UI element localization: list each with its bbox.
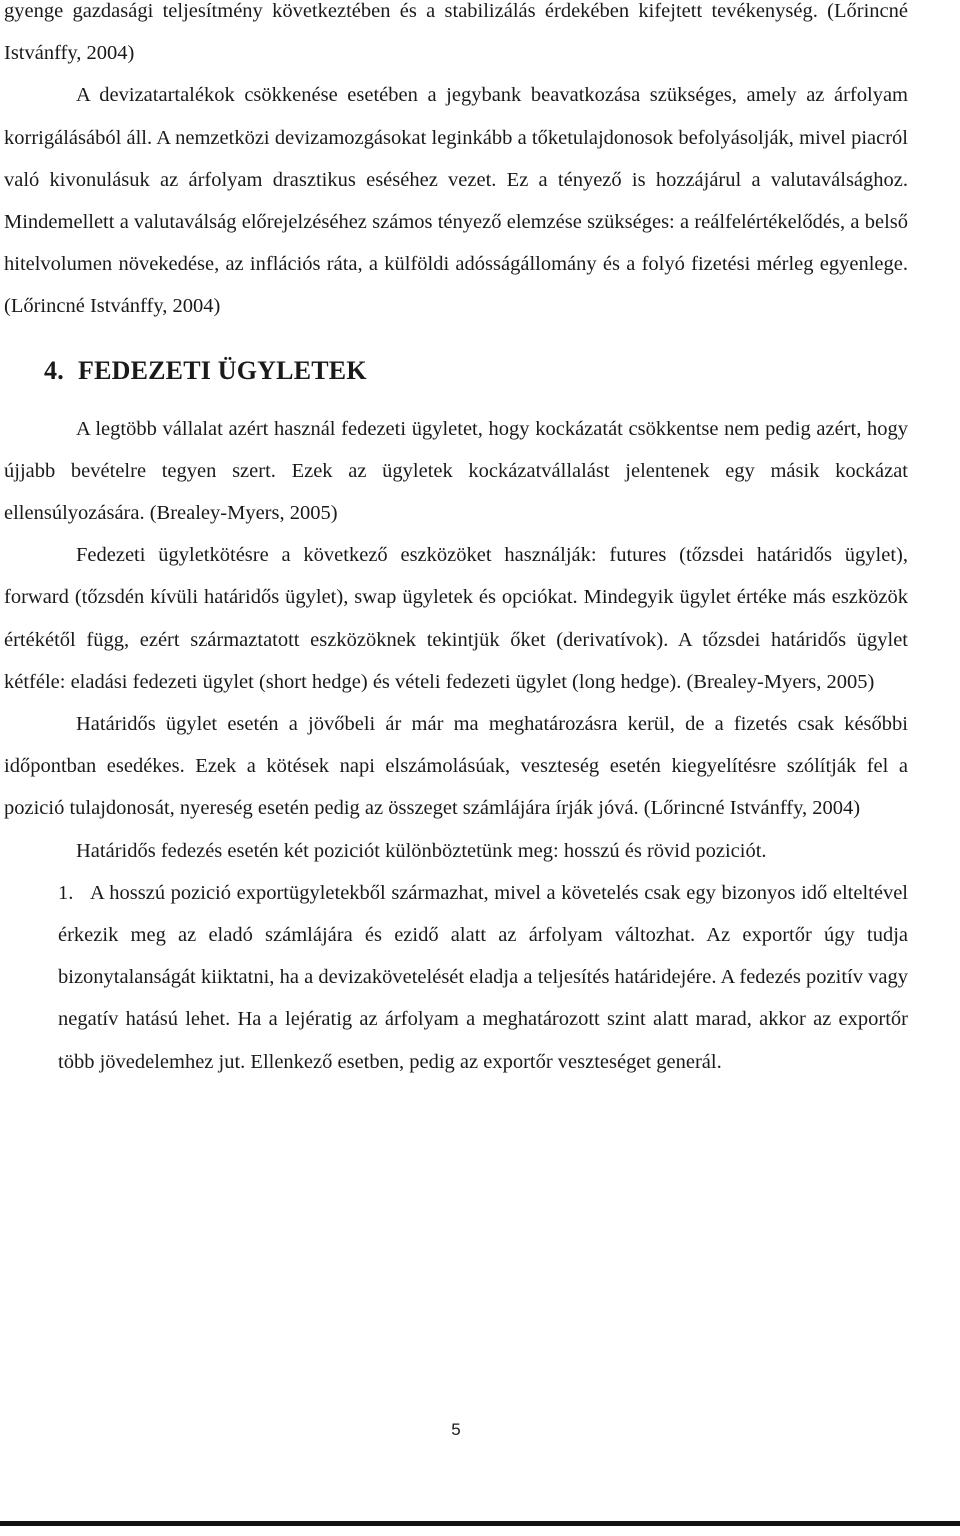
- body-paragraph: A devizatartalékok csökkenése esetében a jegybank beavatkozása szükséges, amely az árfolyam korrigálásából áll. A nemzetközi devizamozgásokat leginkább a tőketulajdonosok befolyásolják, mivel piacról való kivonulásuk az árfolyam drasztikus eséséhez vezet. Ez a tényező is hozzájárul a valutaválsághoz. Mindemellett a valutaválság előrejelzéséhez számos tényező elemzése szükséges: a reálfelértékelődés, a belső hitelvolumen növekedése, az inflációs ráta, a külföldi adósságállomány és a folyó fizetési mérleg egyenlege. (Lőrincné Istvánffy, 2004): [4, 84, 908, 318]
- body-paragraph: Határidős fedezés esetén két poziciót különböztetünk meg: hosszú és rövid poziciót.: [76, 839, 767, 862]
- body-paragraph: A legtöbb vállalat azért használ fedezeti ügyletet, hogy kockázatát csökkentse nem pedig azért, hogy újjabb bevételre tegyen szert. Ezek az ügyletek kockázatvállalást jelentenek egy másik kockázat ellensúlyozására. (Brealey-Myers, 2005): [4, 417, 908, 525]
- list-marker: 1.: [58, 881, 74, 904]
- body-paragraph: Fedezeti ügyletkötésre a következő eszközöket használják: futures (tőzsdei határidős ügylet), forward (tőzsdén kívüli határidős ügylet), swap ügyletek és opciókat. Mindegyik ügylet értéke más eszközök értékétől függ, ezért származtatott eszközöknek tekintjük őket (derivatívok). A tőzsdei határidős ügylet kétféle: eladási fedezeti ügylet (short hedge) és vételi fedezeti ügylet (long hedge). (Brealey-Myers, 2005): [4, 544, 908, 693]
- section-title: FEDEZETI ÜGYLETEK: [78, 355, 367, 385]
- body-paragraph: gyenge gazdasági teljesítmény következtében és a stabilizálás érdekében kifejtett tevékenység. (Lőrincné Istvánffy, 2004): [4, 0, 908, 65]
- footer-rule: [0, 1521, 960, 1526]
- section-number: 4.: [44, 355, 64, 385]
- document-page: [4, 0, 908, 1439]
- list-item: [58, 872, 908, 1083]
- list-item-text: A hosszú pozició exportügyletekből származhat, mivel a követelés csak egy bizonyos idő elteltével érkezik meg az eladó számlájára és ezidő alatt az árfolyam változhat. Az exportőr úgy tudja bizonytalanságát kiiktatni, ha a devizakövetelését eladja a teljesítés határidejére. A fedezés pozitív vagy negatív hatású lehet. Ha a lejératig az árfolyam a meghatározott szint alatt marad, akkor az exportőr több jövedelemhez jut. Ellenkező esetben, pedig az exportőr veszteséget generál.: [58, 881, 908, 1073]
- body-paragraph: Határidős ügylet esetén a jövőbeli ár már ma meghatározásra kerül, de a fizetés csak későbbi időpontban esedékes. Ezek a kötések napi elszámolásúak, veszteség esetén kiegyelítésre szólítják fel a pozició tulajdonosát, nyereség esetén pedig az összeget számlájára írják jóvá. (Lőrincné Istvánffy, 2004): [4, 713, 908, 820]
- numbered-list: [4, 872, 908, 1083]
- page-number: 5: [451, 1420, 461, 1439]
- section-heading: [44, 351, 908, 391]
